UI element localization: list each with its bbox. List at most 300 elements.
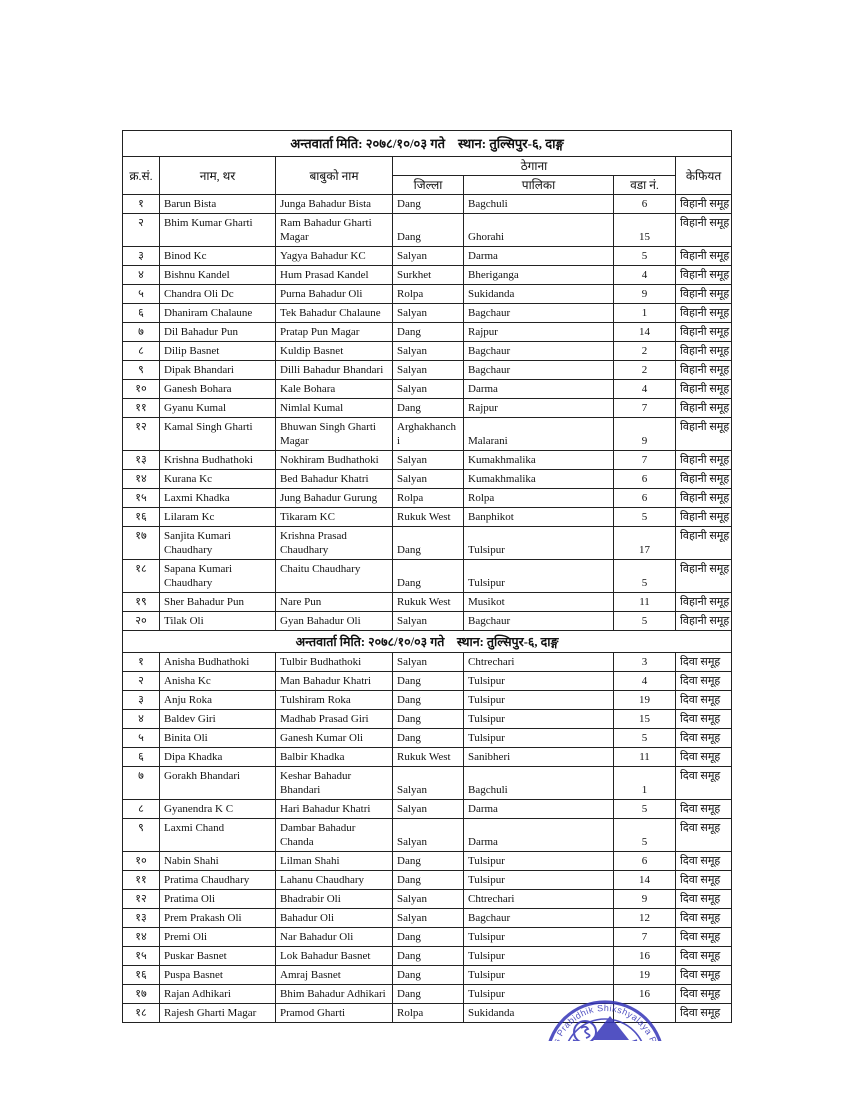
- cell-father: Tulbir Budhathoki: [276, 653, 393, 672]
- cell-palika: Bagchaur: [464, 304, 614, 323]
- cell-father: Kuldip Basnet: [276, 342, 393, 361]
- cell-remark: दिवा समूह: [676, 890, 732, 909]
- cell-district: Dang: [393, 966, 464, 985]
- cell-palika: Sukidanda: [464, 285, 614, 304]
- cell-name: Dilip Basnet: [160, 342, 276, 361]
- cell-name: Anisha Budhathoki: [160, 653, 276, 672]
- cell-remark: दिवा समूह: [676, 691, 732, 710]
- cell-remark: दिवा समूह: [676, 852, 732, 871]
- cell-palika: Darma: [464, 247, 614, 266]
- table-row: [123, 527, 732, 560]
- cell-district: Dang: [393, 399, 464, 418]
- cell-palika: Bagchaur: [464, 342, 614, 361]
- cell-ward: 12: [614, 909, 676, 928]
- cell-ward: 5: [614, 247, 676, 266]
- cell-name: Anisha Kc: [160, 672, 276, 691]
- cell-remark: दिवा समूह: [676, 966, 732, 985]
- cell-father: Man Bahadur Khatri: [276, 672, 393, 691]
- cell-district: Dang: [393, 195, 464, 214]
- cell-sn: ८: [123, 800, 160, 819]
- cell-sn: १४: [123, 928, 160, 947]
- table-row: [123, 266, 732, 285]
- cell-remark: दिवा समूह: [676, 871, 732, 890]
- cell-district: Surkhet: [393, 266, 464, 285]
- cell-name: Gorakh Bhandari: [160, 767, 276, 800]
- cell-ward: 15: [614, 214, 676, 247]
- cell-father: Bed Bahadur Khatri: [276, 470, 393, 489]
- col-header-ward: वडा नं.: [614, 176, 676, 195]
- cell-father: Bhadrabir Oli: [276, 890, 393, 909]
- table-row: [123, 285, 732, 304]
- cell-palika: Tulsipur: [464, 729, 614, 748]
- col-header-address-group: ठेगाना: [393, 157, 676, 176]
- cell-name: Sapana Kumari Chaudhary: [160, 560, 276, 593]
- cell-palika: Tulsipur: [464, 560, 614, 593]
- cell-father: Dilli Bahadur Bhandari: [276, 361, 393, 380]
- cell-district: Dang: [393, 928, 464, 947]
- cell-district: Dang: [393, 691, 464, 710]
- cell-remark: दिवा समूह: [676, 800, 732, 819]
- cell-district: Salyan: [393, 909, 464, 928]
- cell-district: Dang: [393, 672, 464, 691]
- cell-father: Lilman Shahi: [276, 852, 393, 871]
- cell-sn: २: [123, 214, 160, 247]
- cell-name: Sanjita Kumari Chaudhary: [160, 527, 276, 560]
- cell-sn: १२: [123, 890, 160, 909]
- cell-district: Salyan: [393, 247, 464, 266]
- cell-sn: १०: [123, 380, 160, 399]
- cell-sn: १२: [123, 418, 160, 451]
- cell-name: Binod Kc: [160, 247, 276, 266]
- cell-district: Dang: [393, 710, 464, 729]
- cell-sn: ७: [123, 767, 160, 800]
- table-row: [123, 748, 732, 767]
- cell-palika: Darma: [464, 380, 614, 399]
- table-row: [123, 560, 732, 593]
- table-row: [123, 767, 732, 800]
- cell-name: Krishna Budhathoki: [160, 451, 276, 470]
- section1-title: अन्तवार्ता मिति: २०७८/१०/०३ गते स्थान: तुल्सिपुर-६, दाङ्ग: [123, 131, 732, 157]
- cell-sn: १३: [123, 451, 160, 470]
- cell-ward: 5: [614, 612, 676, 631]
- cell-palika: Sanibheri: [464, 748, 614, 767]
- cell-palika: Tulsipur: [464, 966, 614, 985]
- cell-district: Salyan: [393, 342, 464, 361]
- cell-father: Pratap Pun Magar: [276, 323, 393, 342]
- cell-name: Dipak Bhandari: [160, 361, 276, 380]
- cell-ward: 3: [614, 653, 676, 672]
- cell-ward: 5: [614, 800, 676, 819]
- cell-father: Chaitu Chaudhary: [276, 560, 393, 593]
- cell-sn: १७: [123, 985, 160, 1004]
- cell-sn: १०: [123, 852, 160, 871]
- table-row: [123, 380, 732, 399]
- cell-palika: Rajpur: [464, 323, 614, 342]
- cell-name: Ganesh Bohara: [160, 380, 276, 399]
- cell-father: Lahanu Chaudhary: [276, 871, 393, 890]
- cell-palika: Darma: [464, 800, 614, 819]
- cell-father: Dambar Bahadur Chanda: [276, 819, 393, 852]
- cell-ward: 15: [614, 710, 676, 729]
- table-row: [123, 852, 732, 871]
- cell-palika: Rajpur: [464, 399, 614, 418]
- cell-remark: दिवा समूह: [676, 819, 732, 852]
- cell-sn: १: [123, 653, 160, 672]
- cell-remark: दिवा समूह: [676, 710, 732, 729]
- cell-remark: विहानी समूह: [676, 593, 732, 612]
- cell-sn: १३: [123, 909, 160, 928]
- cell-father: Kale Bohara: [276, 380, 393, 399]
- table-row: [123, 672, 732, 691]
- cell-father: Keshar Bahadur Bhandari: [276, 767, 393, 800]
- cell-father: Tek Bahadur Chalaune: [276, 304, 393, 323]
- cell-palika: Tulsipur: [464, 527, 614, 560]
- cell-father: Madhab Prasad Giri: [276, 710, 393, 729]
- table-row: [123, 342, 732, 361]
- cell-district: Salyan: [393, 361, 464, 380]
- cell-ward: 6: [614, 470, 676, 489]
- cell-palika: Tulsipur: [464, 985, 614, 1004]
- cell-father: Nimlal Kumal: [276, 399, 393, 418]
- cell-district: Salyan: [393, 890, 464, 909]
- cell-father: Pramod Gharti: [276, 1004, 393, 1023]
- col-header-district: जिल्ला: [393, 176, 464, 195]
- cell-father: Bhim Bahadur Adhikari: [276, 985, 393, 1004]
- cell-district: Dang: [393, 323, 464, 342]
- cell-ward: 6: [614, 195, 676, 214]
- cell-name: Pratima Chaudhary: [160, 871, 276, 890]
- cell-name: Gyanendra K C: [160, 800, 276, 819]
- cell-remark: विहानी समूह: [676, 560, 732, 593]
- cell-father: Jung Bahadur Gurung: [276, 489, 393, 508]
- cell-remark: विहानी समूह: [676, 418, 732, 451]
- cell-palika: Tulsipur: [464, 852, 614, 871]
- cell-palika: Darma: [464, 819, 614, 852]
- table-row: [123, 819, 732, 852]
- cell-palika: Bagchaur: [464, 612, 614, 631]
- cell-father: Purna Bahadur Oli: [276, 285, 393, 304]
- cell-remark: विहानी समूह: [676, 323, 732, 342]
- cell-remark: विहानी समूह: [676, 342, 732, 361]
- cell-palika: Banphikot: [464, 508, 614, 527]
- official-round-stamp: [543, 998, 667, 1046]
- cell-remark: विहानी समूह: [676, 266, 732, 285]
- section1-rows: [123, 195, 732, 631]
- cell-name: Tilak Oli: [160, 612, 276, 631]
- cell-ward: 5: [614, 560, 676, 593]
- table-row: [123, 612, 732, 631]
- cell-father: Amraj Basnet: [276, 966, 393, 985]
- cell-father: Ganesh Kumar Oli: [276, 729, 393, 748]
- cell-remark: दिवा समूह: [676, 985, 732, 1004]
- cell-ward: 5: [614, 508, 676, 527]
- cell-ward: 7: [614, 399, 676, 418]
- table-row: [123, 247, 732, 266]
- table-row: [123, 909, 732, 928]
- cell-district: Salyan: [393, 470, 464, 489]
- table-row: [123, 195, 732, 214]
- cell-remark: विहानी समूह: [676, 285, 732, 304]
- cell-ward: 11: [614, 593, 676, 612]
- cell-name: Rajesh Gharti Magar: [160, 1004, 276, 1023]
- cell-ward: 1: [614, 304, 676, 323]
- cell-remark: विहानी समूह: [676, 214, 732, 247]
- cell-palika: Tulsipur: [464, 871, 614, 890]
- cell-name: Bhim Kumar Gharti: [160, 214, 276, 247]
- cell-ward: 14: [614, 871, 676, 890]
- cell-ward: 4: [614, 266, 676, 285]
- cell-remark: दिवा समूह: [676, 909, 732, 928]
- section2-rows: [123, 653, 732, 1023]
- table-row: [123, 508, 732, 527]
- cell-ward: 9: [614, 890, 676, 909]
- cell-father: Ram Bahadur Gharti Magar: [276, 214, 393, 247]
- cell-district: Salyan: [393, 819, 464, 852]
- cell-remark: दिवा समूह: [676, 672, 732, 691]
- cell-father: Nokhiram Budhathoki: [276, 451, 393, 470]
- cell-father: Tikaram KC: [276, 508, 393, 527]
- cell-sn: १६: [123, 966, 160, 985]
- cell-name: Dhaniram Chalaune: [160, 304, 276, 323]
- cell-sn: ४: [123, 710, 160, 729]
- table-row: [123, 890, 732, 909]
- table-row: [123, 653, 732, 672]
- cell-remark: दिवा समूह: [676, 1004, 732, 1023]
- cell-ward: 6: [614, 852, 676, 871]
- cell-father: Bhuwan Singh Gharti Magar: [276, 418, 393, 451]
- cell-name: Dipa Khadka: [160, 748, 276, 767]
- cell-district: Rukuk West: [393, 593, 464, 612]
- cell-ward: 5: [614, 819, 676, 852]
- cell-sn: ११: [123, 871, 160, 890]
- cell-name: Premi Oli: [160, 928, 276, 947]
- cell-sn: १४: [123, 470, 160, 489]
- table-row: [123, 710, 732, 729]
- cell-palika: Tulsipur: [464, 672, 614, 691]
- cell-palika: Musikot: [464, 593, 614, 612]
- cell-name: Nabin Shahi: [160, 852, 276, 871]
- table-row: [123, 800, 732, 819]
- section1-title-row: [123, 131, 732, 157]
- col-header-remark: केफियत: [676, 157, 732, 195]
- cell-name: Puskar Basnet: [160, 947, 276, 966]
- cell-father: Nar Bahadur Oli: [276, 928, 393, 947]
- cell-remark: दिवा समूह: [676, 748, 732, 767]
- cell-palika: Rolpa: [464, 489, 614, 508]
- cell-ward: 9: [614, 418, 676, 451]
- cell-remark: दिवा समूह: [676, 928, 732, 947]
- table-row: [123, 729, 732, 748]
- cell-remark: विहानी समूह: [676, 247, 732, 266]
- cell-father: Krishna Prasad Chaudhary: [276, 527, 393, 560]
- cell-sn: २: [123, 672, 160, 691]
- cell-palika: Bagchaur: [464, 361, 614, 380]
- cell-district: Salyan: [393, 451, 464, 470]
- cell-palika: Kumakhmalika: [464, 451, 614, 470]
- section2-title: अन्तवार्ता मिति: २०७८/१०/०३ गते स्थान: तुल्सिपुर-६, दाङ्ग: [123, 631, 732, 653]
- cell-sn: ३: [123, 247, 160, 266]
- table-row: [123, 399, 732, 418]
- cell-father: Hari Bahadur Khatri: [276, 800, 393, 819]
- cell-district: Rolpa: [393, 285, 464, 304]
- cell-sn: १८: [123, 560, 160, 593]
- cell-ward: 19: [614, 691, 676, 710]
- cell-name: Chandra Oli Dc: [160, 285, 276, 304]
- cell-sn: २०: [123, 612, 160, 631]
- cell-ward: 7: [614, 451, 676, 470]
- cell-district: Salyan: [393, 767, 464, 800]
- cell-ward: 16: [614, 947, 676, 966]
- table-row: [123, 304, 732, 323]
- cell-remark: विहानी समूह: [676, 380, 732, 399]
- cell-name: Sher Bahadur Pun: [160, 593, 276, 612]
- table-row: [123, 418, 732, 451]
- cell-palika: Chtrechari: [464, 890, 614, 909]
- table-row: [123, 947, 732, 966]
- cell-ward: 1: [614, 767, 676, 800]
- cell-district: Dang: [393, 729, 464, 748]
- cell-name: Lilaram Kc: [160, 508, 276, 527]
- cell-district: Dang: [393, 560, 464, 593]
- cell-name: Dil Bahadur Pun: [160, 323, 276, 342]
- cell-father: Bahadur Oli: [276, 909, 393, 928]
- cell-sn: १५: [123, 489, 160, 508]
- col-header-father: बाबुको नाम: [276, 157, 393, 195]
- table-row: [123, 470, 732, 489]
- cell-district: Rolpa: [393, 1004, 464, 1023]
- cell-sn: ९: [123, 361, 160, 380]
- col-header-name: नाम, थर: [160, 157, 276, 195]
- cell-district: Dang: [393, 871, 464, 890]
- cell-sn: ५: [123, 729, 160, 748]
- cell-sn: ६: [123, 304, 160, 323]
- cell-remark: विहानी समूह: [676, 361, 732, 380]
- cell-name: Pratima Oli: [160, 890, 276, 909]
- cell-palika: Tulsipur: [464, 947, 614, 966]
- cell-sn: ८: [123, 342, 160, 361]
- cell-palika: Bheriganga: [464, 266, 614, 285]
- cell-sn: ९: [123, 819, 160, 852]
- cell-palika: Bagchuli: [464, 195, 614, 214]
- cell-ward: 2: [614, 361, 676, 380]
- cell-sn: १५: [123, 947, 160, 966]
- table-row: [123, 323, 732, 342]
- cell-remark: दिवा समूह: [676, 767, 732, 800]
- cell-father: Hum Prasad Kandel: [276, 266, 393, 285]
- cell-name: Laxmi Chand: [160, 819, 276, 852]
- cell-remark: विहानी समूह: [676, 527, 732, 560]
- cell-district: Dang: [393, 947, 464, 966]
- table-row: [123, 966, 732, 985]
- cell-father: Nare Pun: [276, 593, 393, 612]
- cell-palika: Bagchuli: [464, 767, 614, 800]
- cell-father: Junga Bahadur Bista: [276, 195, 393, 214]
- cell-name: Barun Bista: [160, 195, 276, 214]
- stamp-arc-text: s Prabidhik Shikshyalaya P: [551, 1002, 659, 1046]
- cell-ward: 5: [614, 729, 676, 748]
- cell-name: Kamal Singh Gharti: [160, 418, 276, 451]
- cell-name: Anju Roka: [160, 691, 276, 710]
- cell-name: Puspa Basnet: [160, 966, 276, 985]
- cell-ward: 7: [614, 928, 676, 947]
- cell-district: Salyan: [393, 800, 464, 819]
- table-row: [123, 361, 732, 380]
- cell-remark: दिवा समूह: [676, 729, 732, 748]
- interview-roster-table: [122, 130, 732, 1023]
- cell-remark: विहानी समूह: [676, 399, 732, 418]
- cell-district: Salyan: [393, 653, 464, 672]
- table-row: [123, 871, 732, 890]
- cell-district: Salyan: [393, 304, 464, 323]
- cell-ward: 4: [614, 672, 676, 691]
- cell-father: Tulshiram Roka: [276, 691, 393, 710]
- cell-name: Binita Oli: [160, 729, 276, 748]
- table-row: [123, 489, 732, 508]
- cell-ward: 4: [614, 380, 676, 399]
- cell-remark: विहानी समूह: [676, 451, 732, 470]
- cell-district: Salyan: [393, 612, 464, 631]
- table-row: [123, 928, 732, 947]
- cell-remark: विहानी समूह: [676, 195, 732, 214]
- cell-district: Dang: [393, 852, 464, 871]
- col-header-sn: क्र.सं.: [123, 157, 160, 195]
- cell-ward: 17: [614, 527, 676, 560]
- cell-district: Arghakhanchi: [393, 418, 464, 451]
- cell-district: Rolpa: [393, 489, 464, 508]
- cell-remark: विहानी समूह: [676, 508, 732, 527]
- cell-name: Bishnu Kandel: [160, 266, 276, 285]
- cell-name: Laxmi Khadka: [160, 489, 276, 508]
- cell-father: Gyan Bahadur Oli: [276, 612, 393, 631]
- header-row-top: [123, 157, 732, 176]
- cell-remark: दिवा समूह: [676, 653, 732, 672]
- cell-district: Rukuk West: [393, 508, 464, 527]
- cell-name: Baldev Giri: [160, 710, 276, 729]
- cell-ward: 16: [614, 985, 676, 1004]
- cell-remark: विहानी समूह: [676, 304, 732, 323]
- cell-name: Rajan Adhikari: [160, 985, 276, 1004]
- cell-ward: 19: [614, 966, 676, 985]
- cell-sn: १: [123, 195, 160, 214]
- scanned-table-area: [122, 130, 733, 1046]
- cell-palika: Sukidanda: [464, 1004, 614, 1023]
- cell-sn: ४: [123, 266, 160, 285]
- cell-sn: ५: [123, 285, 160, 304]
- cell-remark: विहानी समूह: [676, 489, 732, 508]
- table-row: [123, 214, 732, 247]
- cell-sn: १७: [123, 527, 160, 560]
- cell-district: Dang: [393, 527, 464, 560]
- cell-name: Kurana Kc: [160, 470, 276, 489]
- cell-palika: Malarani: [464, 418, 614, 451]
- cell-remark: विहानी समूह: [676, 470, 732, 489]
- cell-name: Gyanu Kumal: [160, 399, 276, 418]
- cell-sn: ११: [123, 399, 160, 418]
- cell-remark: दिवा समूह: [676, 947, 732, 966]
- cell-sn: १६: [123, 508, 160, 527]
- cell-palika: Ghorahi: [464, 214, 614, 247]
- cell-remark: विहानी समूह: [676, 612, 732, 631]
- cell-ward: 11: [614, 748, 676, 767]
- cell-palika: Chtrechari: [464, 653, 614, 672]
- cell-ward: 14: [614, 323, 676, 342]
- cell-palika: Tulsipur: [464, 928, 614, 947]
- cell-ward: 9: [614, 285, 676, 304]
- cell-ward: 2: [614, 342, 676, 361]
- cell-sn: १८: [123, 1004, 160, 1023]
- cell-palika: Tulsipur: [464, 691, 614, 710]
- section2-title-row: [123, 631, 732, 653]
